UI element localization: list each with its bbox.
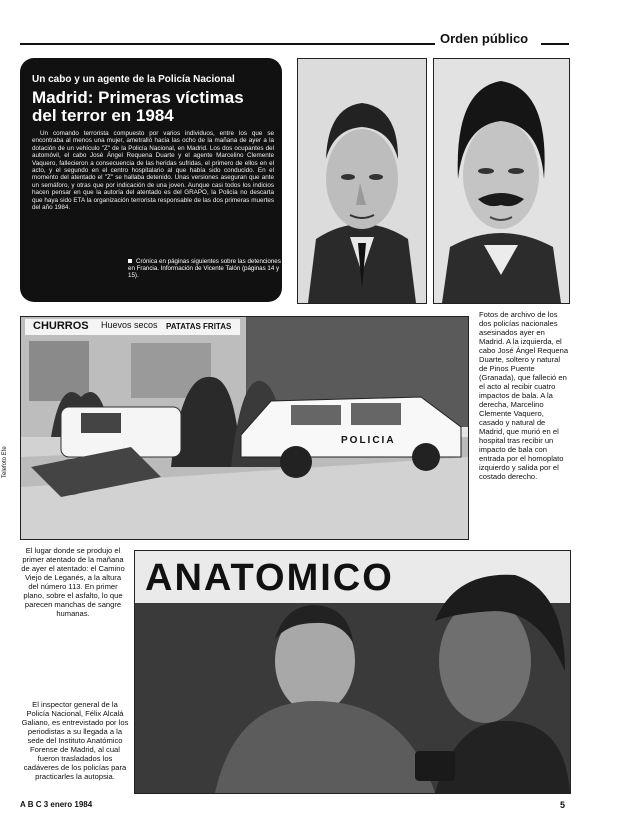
inspector-photo: [134, 550, 571, 794]
portrait-left-photo: [297, 58, 427, 304]
lead-paragraph: Un comando terrorista compuesto por varios individuos, entre los que se encontraba al menos una mujer, ametralló hacia las ocho de la mañana de ayer a la dotación de un vehículo "Z" de la Policía Nacional, en Madrid. Los dos ocupantes del automóvil, el cabo José Ángel Requena Duarte y el agente Marcelino Clemente Vaquero, fallecieron a consecuencia de las heridas sufridas, el primero de ellos en el acto, y el segundo en el centro hospitalario al que había sido conducido. En el momento del atentado el "Z" se hallaba detenido. Unas versiones aseguran que ante un semáforo, y otras que por indicación de una joven. Aunque casi todos los indicios hacen pensar en que la autoría del atentado es del GRAPO, la Policía no descarta que haya sido ETA la organización terrorista responsable de las dos primeras muertes del año 1984.: [32, 130, 274, 212]
scene-caption: El lugar donde se produjo el primer atentado de la mañana de ayer el atentado: el Camino Viejo de Leganés, a la altura del número 113. En primer plano, sobre el asfalto, lo que parecen manchas de sangre humanas.: [21, 546, 125, 618]
portraits-caption: Fotos de archivo de los dos policías nacionales asesinados ayer en Madrid. A la izquierda, el cabo José Ángel Requena Duarte, soltero y natural de Pinos Puente (Granada), que falleció en el acto al recibir cuatro impactos de bala. A la derecha, Marcelino Clemente Vaquero, casado y natural de Madrid, que murió en el hospital tras recibir un impacto de bala con entrada por el homoplato izquierdo y salida por el costado derecho.: [479, 310, 569, 481]
police-car-label: POLICIA: [341, 435, 396, 446]
lead-bullet: [128, 258, 288, 280]
portrait-right-image: [434, 59, 569, 303]
shop-sign-churros: CHURROS: [33, 320, 89, 332]
footer-page-number: 5: [560, 800, 566, 810]
lead-body: [32, 130, 274, 211]
headline-line-2: del terror en 1984: [32, 106, 174, 125]
headline-line-1: Madrid: Primeras víctimas: [32, 88, 244, 107]
header-rule-right: [541, 43, 569, 45]
bullet-square-icon: [128, 259, 132, 263]
lead-bullet-text: Crónica en páginas siguientes sobre las detenciones en Francia. Información de Vicente Talón (páginas 14 y 15).: [128, 258, 281, 280]
shop-sign-huevos: Huevos secos: [101, 320, 158, 330]
portrait-left-image: [298, 59, 426, 303]
lead-kicker: Un cabo y un agente de la Policía Nacional: [32, 74, 235, 85]
header-rule-left: [20, 43, 435, 45]
shop-sign-patatas: PATATAS FRITAS: [166, 322, 232, 331]
lead-headline: [32, 89, 277, 125]
inspector-caption: El inspector general de la Policía Nacional, Félix Alcalá Galiano, es entrevistado por los periodistas a su llegada a la sede del Instituto Anatómico Forense de Madrid, al cual fueron trasladados los cadáveres de los policías para practicarles la autopsia.: [21, 700, 129, 781]
crime-scene-image: [21, 317, 468, 539]
section-title: Orden público: [440, 31, 529, 46]
crime-scene-photo: [20, 316, 469, 540]
portrait-right-photo: [433, 58, 570, 304]
footer-publication: A B C 3 enero 1984: [20, 800, 93, 809]
anatomico-sign: ANATOMICO: [145, 557, 394, 599]
photo-credit: Telefoto Efe: [2, 446, 8, 478]
